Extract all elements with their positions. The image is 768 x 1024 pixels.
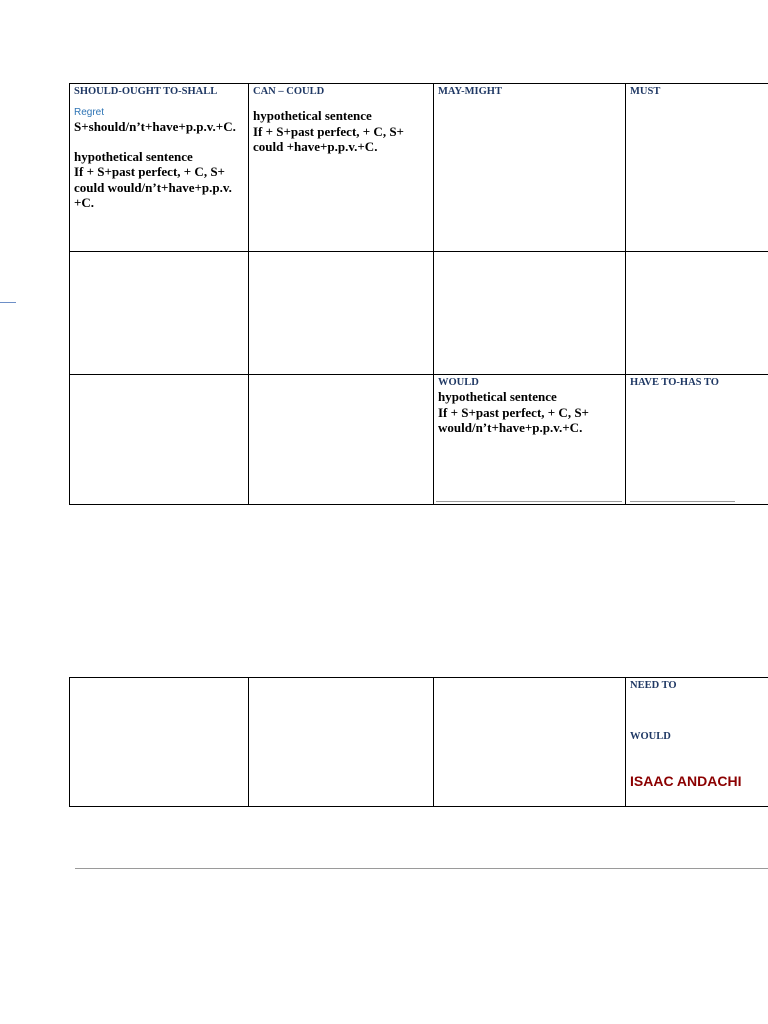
column-header: MUST	[630, 86, 661, 97]
cell-must	[626, 84, 768, 252]
cell-should-ought-shall	[70, 84, 249, 252]
formula-line: could would/n’t+have+p.p.v.	[74, 179, 232, 195]
empty-cell	[70, 252, 249, 375]
empty-cell	[434, 678, 626, 807]
cell-underline	[630, 501, 735, 502]
column-header: WOULD	[438, 377, 479, 388]
second-table	[69, 677, 768, 807]
cell-can-could	[249, 84, 434, 252]
empty-cell	[626, 252, 768, 375]
formula-line: could +have+p.p.v.+C.	[253, 139, 378, 154]
modal-verbs-table	[69, 83, 768, 505]
table-row	[70, 375, 768, 505]
column-header: MAY-MIGHT	[438, 86, 502, 97]
empty-cell	[70, 678, 249, 807]
table-row	[70, 678, 768, 807]
formula-line: If + S+past perfect, + C, S+	[253, 123, 404, 139]
column-header: HAVE TO-HAS TO	[630, 377, 719, 388]
column-header: SHOULD-OUGHT TO-SHALL	[74, 86, 218, 97]
regret-formula: S+should/n’t+have+p.p.v.+C.	[74, 119, 236, 134]
empty-cell	[434, 252, 626, 375]
subheading: hypothetical sentence	[253, 108, 372, 123]
table-row	[70, 84, 768, 252]
author-name: ISAAC ANDACHI	[630, 773, 742, 789]
formula-line: would/n’t+have+p.p.v.+C.	[438, 420, 583, 435]
empty-cell	[70, 375, 249, 505]
regret-note: Regret	[74, 107, 105, 118]
cell-have-to-has-to	[626, 375, 768, 505]
column-header: NEED TO	[630, 680, 677, 691]
subheading: hypothetical sentence	[74, 148, 193, 164]
margin-mark	[0, 302, 16, 303]
empty-cell	[249, 252, 434, 375]
formula-line: If + S+past perfect, + C, S+	[74, 164, 225, 179]
cell-underline	[436, 501, 622, 502]
horizontal-rule	[75, 868, 768, 869]
empty-cell	[249, 375, 434, 505]
subheading: hypothetical sentence	[438, 389, 557, 404]
table-row	[70, 252, 768, 375]
cell-would	[434, 375, 626, 505]
cell-need-to	[626, 678, 768, 807]
empty-cell	[249, 678, 434, 807]
cell-may-might	[434, 84, 626, 252]
column-header: CAN – COULD	[253, 86, 325, 97]
column-header: WOULD	[630, 731, 671, 742]
formula-line: If + S+past perfect, + C, S+	[438, 404, 589, 420]
formula-line: +C.	[74, 195, 95, 210]
